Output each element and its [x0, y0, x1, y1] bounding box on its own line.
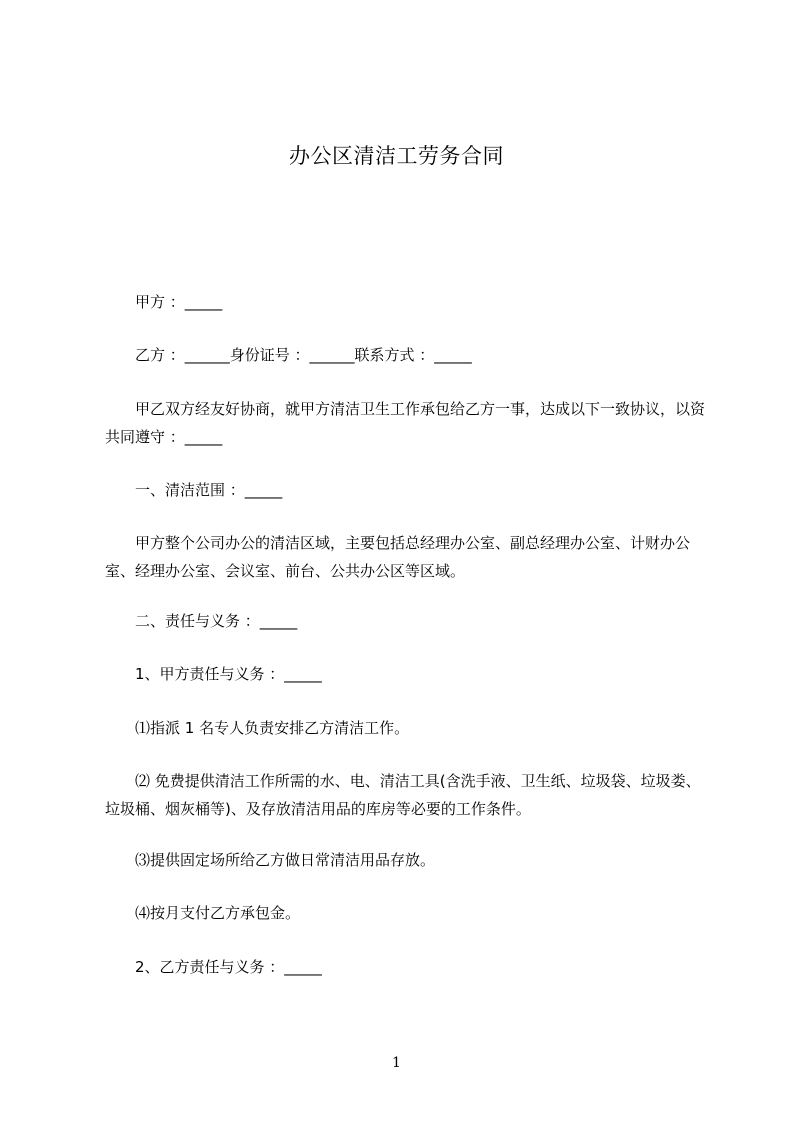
duty-item-1: ⑴指派 1 名专人负责安排乙方清洁工作。 [135, 719, 410, 737]
document-title: 办公区清洁工劳务合同 [289, 144, 504, 168]
section-duties-heading: 二、责任与义务 ：_____ [135, 612, 298, 630]
section-scope-heading: 一、清洁范围 ：_____ [135, 481, 283, 499]
party-a-duties-heading: 1、甲方责任与义务 ：_____ [135, 665, 322, 683]
party-b-duties-heading: 2、乙方责任与义务 ：_____ [135, 958, 322, 976]
party-a-line: 甲方 ：_____ [135, 293, 223, 311]
party-b-line: 乙方 ：______身份证号 ：______联系方式 ：_____ [135, 346, 472, 364]
section-scope-body: 甲方整个公司办公的清洁区域，主要包括总经理办公室、副总经理办公室、计财办公室、经理办公室、会议室、前台、公共办公区等区域。 [105, 534, 691, 580]
duty-item-2: ⑵ 免费提供清洁工作所需的水、电、清洁工具(含洗手液、卫生纸、垃圾袋、垃圾娄、垃圾桶、烟灰桶等)、及存放清洁用品的库房等必要的工作条件。 [105, 772, 701, 818]
intro-paragraph: 甲乙双方经友好协商，就甲方清洁卫生工作承包给乙方一事，达成以下一致协议，以资共同遵守 ：_____ [105, 400, 706, 446]
duty-item-3: ⑶提供固定场所给乙方做日常清洁用品存放。 [135, 851, 436, 869]
page-number: 1 [392, 1055, 401, 1071]
duty-item-4: ⑷按月支付乙方承包金。 [135, 904, 301, 922]
